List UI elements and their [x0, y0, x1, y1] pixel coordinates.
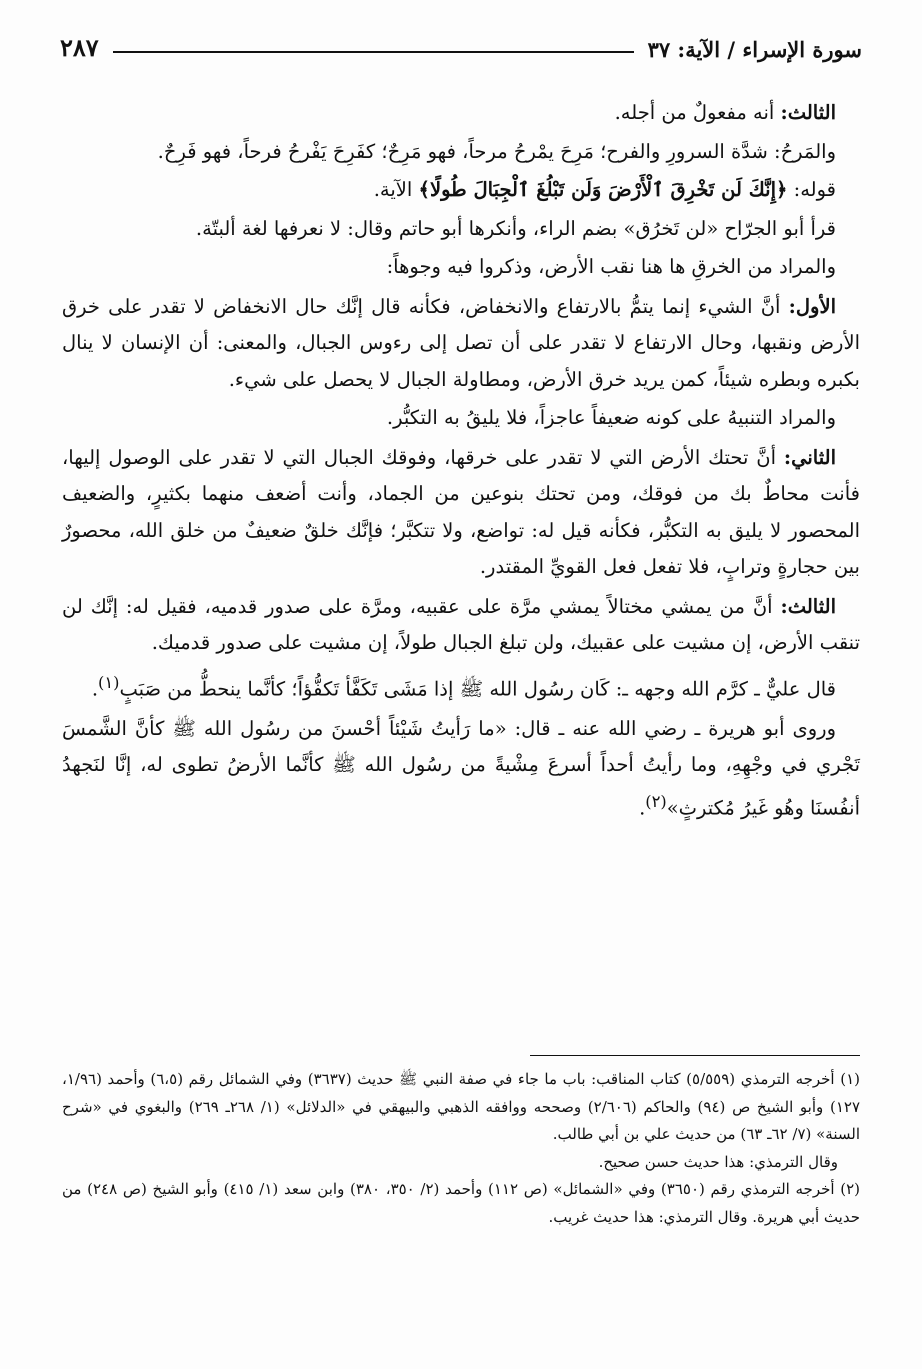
paragraph-marah-definition: والمَرحُ: شدَّة السرورِ والفرح؛ مَرِحَ يمْرحُ مرحاً، فهو مَرِحٌ؛ كفَرِحَ يَفْرحُ فرحاً، فهو فَرِحٌ.: [157, 139, 836, 163]
footnote-ref-1[interactable]: (١): [98, 672, 120, 692]
quran-verse: ﴿إِنَّكَ لَن تَخْرِقَ ٱلْأَرْضَ وَلَن تَبْلُغَ ٱلْجِبَالَ طُولًا﴾: [418, 178, 788, 201]
section-label: الأول:: [788, 294, 836, 318]
paragraph-text: أنَّ تحتك الأرض التي لا تقدر على خرقها، وفوقك الجبال التي لا تقدر على الوصول إليها، فأنت محاطٌ بك من فوقك، ومن تحتك بنوعين من الجماد، وأنت أضعف منهما بكثيرٍ، والضعيف المحصور لا يليق به التكبُّر، فكأنه قيل له: تواضع، ولا تتكبَّر؛ فإنَّك خلقٌ ضعيفٌ من خلق الله، محصورٌ بين حجارةٍ وترابٍ، فلا تفعل فعل القويِّ المقتدر.: [62, 445, 860, 578]
footnote-ref-2[interactable]: (٢): [645, 791, 667, 811]
section-label: الثاني:: [783, 445, 836, 469]
paragraph-text: وروى أبو هريرة ـ رضي الله عنه ـ قال: «ما رَأيتُ شَيْئاً أحْسنَ من رسُول الله ﷺ كأنَّ الشَّمسَ تَجْري في وجْهِهِ، وما رأيتُ أحداً أسرعَ مِشْيةً من رسُول الله ﷺ كأنَّما الأرضُ تطوى له، إنَّا لنَجهدُ أنفُسنَا وهُو غَيرُ مُكترثٍ»: [62, 716, 860, 819]
footnote-1-note: وقال الترمذي: هذا حديث حسن صحيح.: [598, 1152, 838, 1171]
paragraph-text: أنَّ من يمشي مختالاً يمشي مرَّة على عقبيه، ومرَّة على صدور قدميه، فقيل له: إنَّك لن تنقب الأرض، إن مشيت على عقبيك، ولن تبلغ الجبال طولاً، إن مشيت على صدور قدميك.: [62, 594, 860, 654]
paragraph-third-reason: [62, 95, 860, 132]
paragraph-meaning: والمراد من الخرقِ ها هنا نقب الأرض، وذكروا فيه وجوهاً:: [386, 255, 836, 278]
paragraph-abu-hurayra-hadith: [62, 711, 860, 827]
paragraph-first-view: [62, 289, 860, 399]
verse-lead: قوله:: [787, 178, 836, 201]
footnote-2: (٢) أخرجه الترمذي رقم (٣٦٥٠) وفي «الشمائل» (ص ١١٢) وأحمد (٢/ ٣٥٠، ٣٨٠) وابن سعد (١/ ٤١٥) وأبو الشيخ (ص ٢٤٨) من حديث أبي هريرة. وقال الترمذي: هذا حديث غريب.: [62, 1180, 861, 1226]
footnote-separator: [530, 1055, 860, 1056]
footnotes: [62, 1066, 860, 1231]
page-number: ٢٨٧: [60, 33, 99, 62]
paragraph-reading: قرأ أبو الجرّاح «لن تَخرُق» بضم الراء، وأنكرها أبو حاتم وقال: لا نعرفها لغة ألبتّة.: [195, 216, 836, 240]
paragraph-warning: والمراد التنبيهُ على كونه ضعيفاً عاجزاً، فلا يليقُ به التكبُّر.: [386, 406, 836, 429]
paragraph-text: قال عليٌّ ـ كرَّم الله وجهه ـ: كَان رسُول الله ﷺ إذا مَشَى تَكَفَّأ تَكفُّؤاً؛ كأنَّما ينحطُّ من صَبَبٍ: [119, 677, 836, 700]
paragraph-quran-verse: [62, 172, 860, 209]
footnote-1: (١) أخرجه الترمذي (٥/٥٥٩) كتاب المناقب: باب ما جاء في صفة النبي ﷺ حديث (٣٦٣٧) وفي الشمائل رقم (٦،٥) وأحمد (١/٩٦، ١٢٧) وأبو الشيخ ص (٩٤) والحاكم (٢/٦٠٦) وصححه ووافقه الذهبي والبيهقي في «الدلائل» (١/ ٢٦٨ـ ٢٦٩) والبغوي في «شرح السنة» (٧/ ٦٢ـ ٦٣) من حديث علي بن أبي طالب.: [62, 1070, 860, 1143]
section-label: الثالث:: [780, 101, 836, 124]
paragraph-third-view: [62, 589, 860, 662]
surah-title: سورة الإسراء / الآية: ٣٧: [647, 37, 862, 62]
paragraph-end: .: [639, 796, 646, 819]
paragraph-end: .: [91, 677, 99, 700]
paragraph-text: أنَّ الشيء إنما يتمُّ بالارتفاع والانخفاض، فكأنه قال إنَّك حال الانخفاض لا تقدر على خرق الأرض ونقبها، وحال الارتفاع لا تقدر على أن تصل إلى رءوس الجبال، والمعنى: أن الإنسان لا ينال بكبره وبطره شيئاً، كمن يريد خرق الأرض، ومطاولة الجبال لا يحصل على شيء.: [62, 294, 860, 391]
page-header: [60, 22, 862, 62]
paragraph-second-view: [62, 440, 860, 586]
paragraph-ali-hadith: [62, 665, 860, 708]
main-text: [62, 95, 860, 829]
paragraph-text: أنه مفعولٌ من أجله.: [614, 101, 781, 124]
section-label: الثالث:: [780, 594, 836, 618]
header-rule: [113, 51, 634, 53]
verse-tail: الآية.: [373, 178, 419, 201]
